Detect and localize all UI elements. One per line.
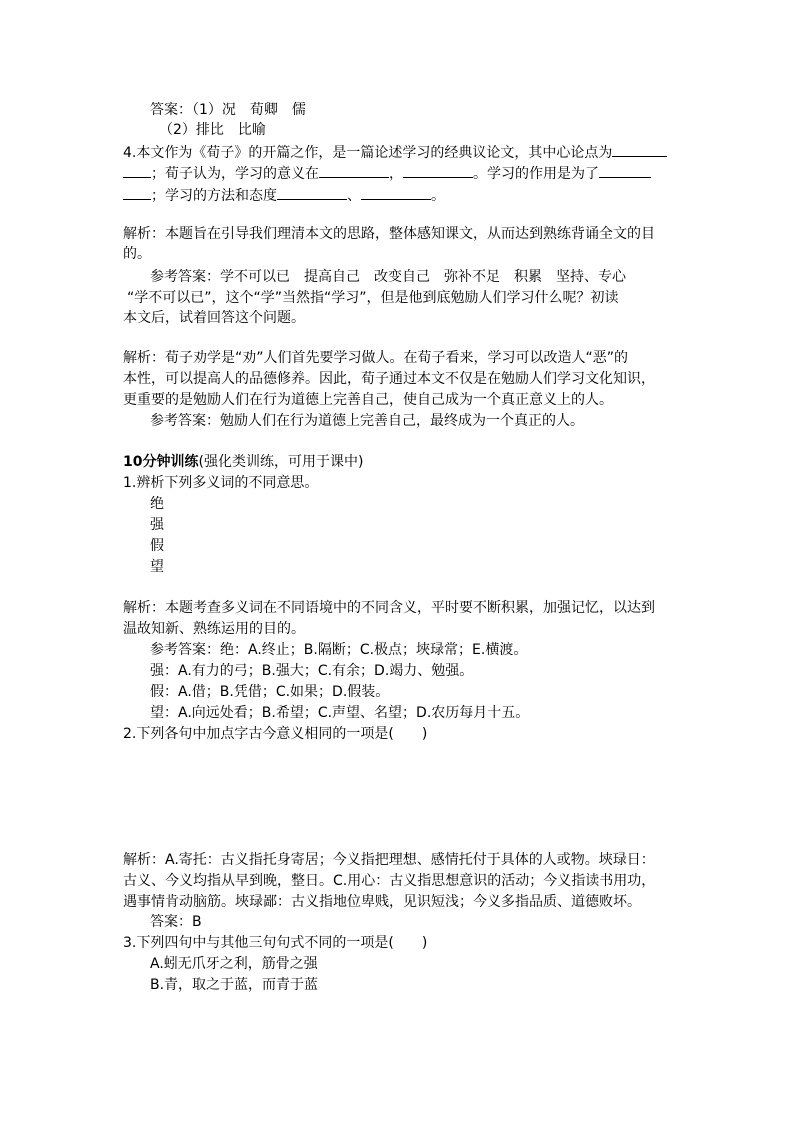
task-3: 3.下列四句中与其他三句句式不同的一项是( )	[123, 935, 428, 951]
analysis-4-line-2: 古义、今义均指从早到晚，整日。C.用心：古义指思想意识的活动；今义指读书用功，	[123, 873, 656, 889]
blank-5[interactable]	[277, 186, 347, 200]
question-5-line-1: “学不可以已”，这个“学”当然指“学习”，但是他到底勉励人们学习什么呢？初读	[127, 290, 619, 306]
word-wang: 望	[150, 559, 164, 575]
blank-1[interactable]	[612, 143, 667, 157]
answer-line-2: （2）排比 比喻	[159, 122, 266, 138]
word-jue: 绝	[150, 496, 164, 512]
question-4-line-3: ；学习的方法和态度 、 。	[123, 186, 445, 205]
answer-line-1: 答案：（1）况 荀卿 儒	[150, 102, 306, 118]
answer-b: 答案：B	[150, 914, 202, 930]
question-4-line-2: ；荀子认为，学习的意义在 ， 。学习的作用是为了	[123, 164, 651, 183]
word-jia: 假	[150, 538, 164, 554]
reference-answer-2: 参考答案：勉励人们在行为道德上完善自己，最终成为一个真正的人。	[150, 413, 584, 429]
analysis-4-line-3: 遇事情肯动脑筋。埉琭鄙：古义指地位卑贱，见识短浅；今义多指品质、道德败坏。	[123, 894, 641, 910]
blank-6[interactable]	[361, 186, 431, 200]
option-b: B.青，取之于蓝，而青于蓝	[150, 977, 319, 993]
analysis-3-line-1: 解析：本题考查多义词在不同语境中的不同含义，平时要不断积累，加强记忆，以达到	[123, 600, 655, 616]
blank-4[interactable]	[599, 164, 651, 178]
reference-answer-1: 参考答案：学不可以已 提高自己 改变自己 弥补不足 积累 坚持、专心	[150, 269, 626, 285]
analysis-2-line-3: 更重要的是勉励人们在行为道德上完善自己，使自己成为一个真正意义上的人。	[123, 392, 613, 408]
blank-4b[interactable]	[123, 186, 151, 200]
analysis-3-line-2: 温故知新、熟练运用的目的。	[123, 621, 305, 637]
task-1: 1.辨析下列多义词的不同意思。	[123, 475, 319, 491]
reference-answer-3-qiang: 强：A.有力的弓；B.强大；C.有余；D.竭力、勉强。	[150, 663, 474, 679]
blank-2[interactable]	[319, 164, 389, 178]
analysis-2-line-1: 解析：荀子劝学是“劝”人们首先要学习做人。在荀子看来，学习可以改造人“恶”的	[123, 350, 629, 366]
analysis-1-line-1: 解析：本题旨在引导我们理清本文的思路，整体感知课文，从而达到熟练背诵全文的目	[123, 226, 655, 242]
task-2: 2.下列各句中加点字古今意义相同的一项是( )	[123, 726, 428, 742]
analysis-2-line-2: 本性，可以提高人的品德修养。因此，荀子通过本文不仅是在勉励人们学习文化知识，	[123, 371, 655, 387]
section-heading-bold: 10分钟训练	[123, 454, 199, 470]
question-5-line-2: 本文后，试着回答这个问题。	[123, 310, 305, 326]
question-4-line-1: 4.本文作为《荀子》的开篇之作，是一篇论述学习的经典议论文，其中心论点为	[123, 143, 667, 162]
analysis-1-line-2: 的。	[123, 246, 151, 262]
section-heading: 10分钟训练(强化类训练，可用于课中)	[123, 454, 364, 470]
blank-3[interactable]	[403, 164, 473, 178]
reference-answer-3-jia: 假：A.借；B.凭借；C.如果；D.假装。	[150, 684, 390, 700]
blank-1b[interactable]	[123, 164, 151, 178]
reference-answer-3-wang: 望：A.向远处看；B.希望；C.声望、名望；D.农历每月十五。	[150, 705, 530, 721]
word-qiang: 强	[150, 517, 164, 533]
option-a: A.蚓无爪牙之利，筋骨之强	[150, 956, 318, 972]
reference-answer-3: 参考答案：绝：A.终止；B.隔断；C.极点；埉琭常；E.横渡。	[150, 642, 528, 658]
analysis-4-line-1: 解析：A.寄托：古义指托身寄居；今义指把理想、感情托付于具体的人或物。埉琭日：	[123, 852, 655, 868]
